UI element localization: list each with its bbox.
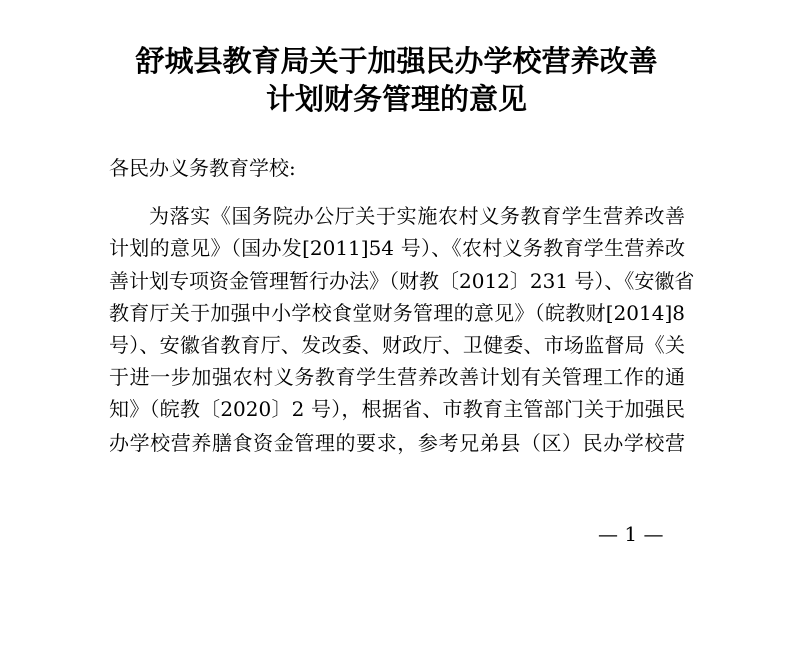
body-paragraph-line: 于进一步加强农村义务教育学生营养改善计划有关管理工作的通 [109,365,685,389]
body-paragraph-line: 善计划专项资金管理暂行办法》（财教〔2012〕231 号）、《安徽省 [109,269,695,293]
body-paragraph-line: 办学校营养膳食资金管理的要求，参考兄弟县（区）民办学校营 [109,431,685,455]
document-title-line-2: 计划财务管理的意见 [265,82,527,116]
body-paragraph-line: 知》（皖教〔2020〕2 号），根据省、市教育主管部门关于加强民 [109,397,685,421]
body-paragraph-line: 计划的意见》（国办发[2011]54 号）、《农村义务教育学生营养改 [109,236,685,260]
body-paragraph-line: 教育厅关于加强中小学校食堂财务管理的意见》（皖教财[2014]8 [109,301,685,325]
body-paragraph-line: 为落实《国务院办公厅关于实施农村义务教育学生营养改善 [149,204,685,228]
document-title-line-1: 舒城县教育局关于加强民办学校营养改善 [135,44,658,78]
salutation: 各民办义务教育学校: [109,156,296,180]
page-number: — 1 — [598,522,664,546]
body-paragraph-line: 号）、安徽省教育厅、发改委、财政厅、卫健委、市场监督局《关 [109,333,685,357]
